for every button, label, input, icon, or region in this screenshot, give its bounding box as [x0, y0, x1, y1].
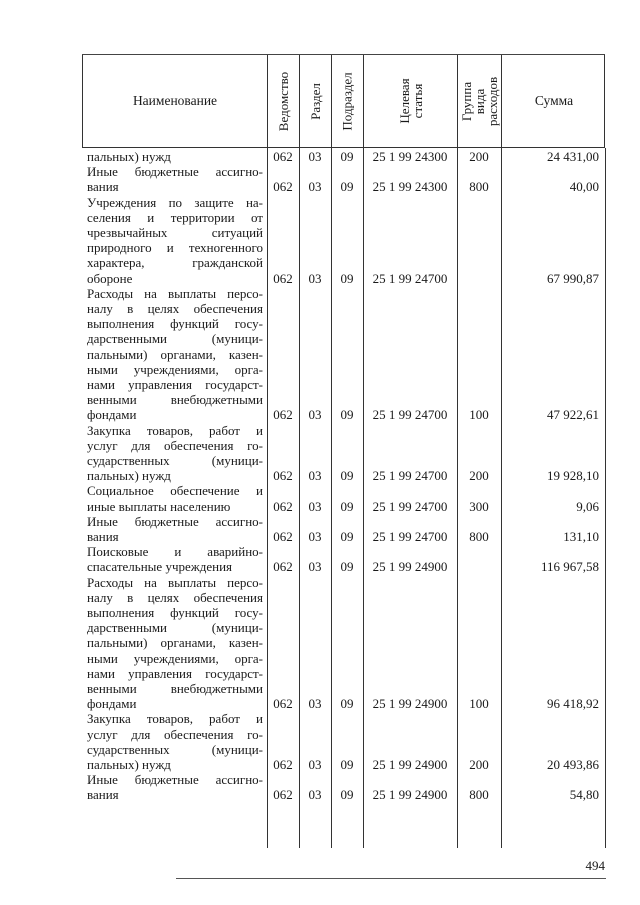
- cell-section: 03: [308, 179, 322, 195]
- cell-name-line: Иные бюджетные ассигно-: [87, 513, 263, 529]
- cell-section: 03: [308, 270, 322, 286]
- header-amount-label: Сумма: [534, 93, 574, 108]
- cell-department: 062: [273, 756, 293, 772]
- cell-target-item: 25 1 99 24300: [372, 148, 448, 164]
- cell-section: 03: [308, 528, 322, 544]
- cell-department: 062: [273, 696, 293, 712]
- cell-target-item: 25 1 99 24900: [372, 756, 448, 772]
- cell-name-line: Расходы на выплаты персо-: [87, 574, 263, 590]
- cell-name-line: налу в целях обеспечения: [87, 300, 263, 316]
- cell-name-line: ными учреждениями, орга-: [87, 650, 263, 666]
- cell-name: [87, 514, 263, 544]
- cell-amount: 67 990,87: [547, 270, 599, 286]
- cell-name-line: нами управления государст-: [87, 665, 263, 681]
- cell-subsection: 09: [340, 528, 354, 544]
- cell-department: 062: [273, 559, 293, 575]
- cell-amount: 24 431,00: [547, 148, 599, 164]
- cell-target-item: 25 1 99 24900: [372, 787, 448, 803]
- cell-name-line: выполнения функций госу-: [87, 316, 263, 332]
- table-row: [82, 195, 605, 286]
- cell-section: 03: [308, 559, 322, 575]
- cell-section: 03: [308, 498, 322, 514]
- cell-name: [87, 195, 263, 286]
- cell-name-line: налу в целях обеспечения: [87, 589, 263, 605]
- cell-name: [87, 423, 263, 484]
- cell-amount: 96 418,92: [547, 696, 599, 712]
- cell-target-item: 25 1 99 24700: [372, 270, 448, 286]
- cell-department: 062: [273, 498, 293, 514]
- cell-target-item: 25 1 99 24700: [372, 528, 448, 544]
- table-row: [82, 286, 605, 423]
- cell-name-line: пальных) нужд: [87, 468, 171, 484]
- cell-section: 03: [308, 787, 322, 803]
- header-subsection: [332, 55, 364, 147]
- cell-expense-group: 100: [469, 696, 489, 712]
- cell-name-line: венными внебюджетными: [87, 392, 263, 408]
- cell-amount: 47 922,61: [547, 407, 599, 423]
- cell-name: [87, 286, 263, 423]
- page-number: 494: [585, 858, 605, 873]
- cell-name-line: пальных) нужд: [87, 149, 171, 164]
- cell-name-line: дарственными (муници-: [87, 331, 263, 347]
- cell-name-line: ными учреждениями, орга-: [87, 361, 263, 377]
- header-target-item-label: Целевая статья: [396, 78, 425, 124]
- header-subsection-label: Подраздел: [340, 71, 356, 131]
- cell-expense-group: 200: [469, 148, 489, 164]
- cell-name-line: обороне: [87, 270, 133, 286]
- cell-target-item: 25 1 99 24700: [372, 468, 448, 484]
- cell-name-line: селения и территории от: [87, 209, 263, 225]
- cell-name: [87, 544, 263, 574]
- cell-name-line: венными внебюджетными: [87, 680, 263, 696]
- cell-name-line: чрезвычайных ситуаций: [87, 224, 263, 240]
- cell-name-line: услуг для обеспечения го-: [87, 726, 263, 742]
- cell-name: [87, 772, 263, 802]
- header-expense-group: [458, 55, 502, 147]
- cell-name-line: сударственных (муници-: [87, 741, 263, 757]
- cell-name-line: Закупка товаров, работ и: [87, 711, 263, 727]
- table-row: [82, 575, 605, 712]
- cell-section: 03: [308, 756, 322, 772]
- table-row: [82, 164, 605, 194]
- cell-target-item: 25 1 99 24900: [372, 559, 448, 575]
- cell-target-item: 25 1 99 24700: [372, 407, 448, 423]
- header-section: [300, 55, 332, 147]
- table-row: [82, 544, 605, 574]
- cell-amount: 54,80: [569, 787, 599, 803]
- header-section-label: Раздел: [308, 82, 323, 120]
- cell-name-line: иные выплаты населению: [87, 498, 231, 514]
- cell-expense-group: 300: [469, 498, 489, 514]
- cell-name: [87, 483, 263, 513]
- cell-name: [87, 164, 263, 194]
- table-row: [82, 483, 605, 513]
- cell-name-line: дарственными (муници-: [87, 620, 263, 636]
- header-name-label: Наименование: [132, 93, 218, 108]
- cell-name-line: пальными) органами, казен-: [87, 635, 263, 651]
- cell-department: 062: [273, 179, 293, 195]
- cell-target-item: 25 1 99 24900: [372, 696, 448, 712]
- header-department-label: Ведомство: [276, 71, 291, 131]
- cell-target-item: 25 1 99 24300: [372, 179, 448, 195]
- cell-amount: 19 928,10: [547, 468, 599, 484]
- cell-expense-group: 800: [469, 179, 489, 195]
- cell-expense-group: 800: [469, 528, 489, 544]
- cell-name: [87, 711, 263, 772]
- table-body: [82, 148, 605, 848]
- cell-name-line: выполнения функций госу-: [87, 604, 263, 620]
- cell-department: 062: [273, 468, 293, 484]
- cell-name-line: Закупка товаров, работ и: [87, 422, 263, 438]
- cell-section: 03: [308, 407, 322, 423]
- cell-name-line: фондами: [87, 407, 137, 423]
- cell-name-line: услуг для обеспечения го-: [87, 437, 263, 453]
- header-expense-group-label: Группа вида расходов: [459, 76, 500, 126]
- cell-name-line: пальных) нужд: [87, 756, 171, 772]
- cell-department: 062: [273, 528, 293, 544]
- cell-department: 062: [273, 270, 293, 286]
- table-header: [82, 55, 605, 148]
- cell-subsection: 09: [340, 407, 354, 423]
- cell-amount: 131,10: [563, 528, 599, 544]
- footer-rule: [176, 878, 606, 879]
- cell-name-line: природного и техногенного: [87, 240, 263, 256]
- cell-expense-group: 200: [469, 468, 489, 484]
- cell-amount: 9,06: [576, 498, 599, 514]
- cell-subsection: 09: [340, 179, 354, 195]
- cell-name: [87, 149, 263, 164]
- header-target-item: [364, 55, 458, 147]
- cell-name-line: Учреждения по защите на-: [87, 194, 263, 210]
- cell-expense-group: 100: [469, 407, 489, 423]
- cell-subsection: 09: [340, 498, 354, 514]
- cell-subsection: 09: [340, 559, 354, 575]
- column-divider: [605, 148, 606, 848]
- cell-amount: 20 493,86: [547, 756, 599, 772]
- header-name: [83, 55, 268, 147]
- cell-subsection: 09: [340, 756, 354, 772]
- cell-name-line: фондами: [87, 696, 137, 712]
- cell-name-line: вания: [87, 528, 119, 544]
- cell-name-line: вания: [87, 179, 119, 195]
- table-row: [82, 149, 605, 164]
- cell-target-item: 25 1 99 24700: [372, 498, 448, 514]
- cell-section: 03: [308, 696, 322, 712]
- cell-subsection: 09: [340, 148, 354, 164]
- cell-name-line: сударственных (муници-: [87, 452, 263, 468]
- cell-name-line: характера, гражданской: [87, 255, 263, 271]
- cell-name-line: спасательные учреждения: [87, 559, 233, 575]
- cell-expense-group: 200: [469, 756, 489, 772]
- cell-name-line: пальными) органами, казен-: [87, 346, 263, 362]
- header-amount: [502, 55, 606, 147]
- cell-name-line: Расходы на выплаты персо-: [87, 285, 263, 301]
- cell-section: 03: [308, 468, 322, 484]
- cell-name: [87, 575, 263, 712]
- cell-name-line: вания: [87, 787, 119, 803]
- table-row: [82, 711, 605, 772]
- header-department: [268, 55, 300, 147]
- cell-subsection: 09: [340, 696, 354, 712]
- cell-department: 062: [273, 787, 293, 803]
- cell-name-line: Иные бюджетные ассигно-: [87, 772, 263, 788]
- cell-subsection: 09: [340, 270, 354, 286]
- cell-name-line: Иные бюджетные ассигно-: [87, 164, 263, 180]
- cell-amount: 40,00: [569, 179, 599, 195]
- table-row: [82, 514, 605, 544]
- table-row: [82, 423, 605, 484]
- cell-amount: 116 967,58: [540, 559, 599, 575]
- cell-name-line: Социальное обеспечение и: [87, 483, 263, 499]
- cell-subsection: 09: [340, 468, 354, 484]
- cell-name-line: Поисковые и аварийно-: [87, 544, 263, 560]
- table-row: [82, 772, 605, 802]
- cell-section: 03: [308, 148, 322, 164]
- cell-expense-group: 800: [469, 787, 489, 803]
- cell-name-line: нами управления государст-: [87, 376, 263, 392]
- cell-subsection: 09: [340, 787, 354, 803]
- cell-department: 062: [273, 148, 293, 164]
- cell-department: 062: [273, 407, 293, 423]
